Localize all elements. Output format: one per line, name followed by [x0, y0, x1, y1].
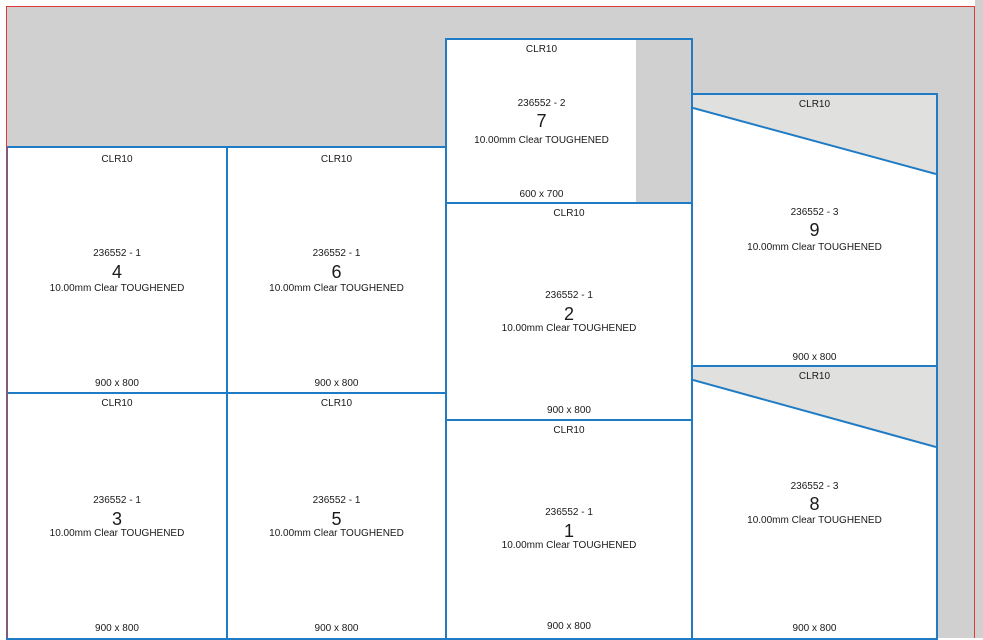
waste-strip-far-right: [975, 0, 983, 638]
pane-size: 900 x 800: [792, 352, 837, 363]
pane-code: CLR10: [553, 425, 585, 436]
pane-job-ref: 236552 - 1: [93, 495, 141, 506]
pane-size: 900 x 800: [95, 623, 139, 634]
pane-job-ref: 236552 - 1: [312, 495, 361, 506]
pane-description: 10.00mm Clear TOUGHENED: [501, 540, 637, 551]
pane-size: 900 x 800: [314, 623, 359, 634]
pane-code: CLR10: [798, 99, 831, 110]
pane-number: 6: [331, 262, 342, 282]
glass-pane-3[interactable]: [6, 392, 228, 640]
pane-job-ref: 236552 - 2: [517, 98, 566, 109]
pane-description: 10.00mm Clear TOUGHENED: [49, 283, 185, 294]
pane-description: 10.00mm Clear TOUGHENED: [269, 283, 404, 294]
glass-pane-2[interactable]: [445, 202, 693, 421]
pane-description: 10.00mm Clear TOUGHENED: [747, 515, 882, 526]
pane-description: 10.00mm Clear TOUGHENED: [269, 528, 404, 539]
glass-pane-6[interactable]: [226, 146, 447, 394]
glass-pane-4[interactable]: [6, 146, 228, 394]
pane-number: 9: [809, 220, 820, 240]
pane-number: 7: [536, 111, 547, 131]
pane-description: 10.00mm Clear TOUGHENED: [501, 323, 637, 334]
pane-code: CLR10: [798, 371, 831, 382]
pane-code: CLR10: [101, 398, 133, 409]
pane-description: 10.00mm Clear TOUGHENED: [747, 242, 882, 253]
pane-number: 1: [563, 521, 574, 541]
waste-area-top-left: [7, 7, 446, 148]
pane-job-ref: 236552 - 3: [790, 207, 839, 218]
pane-job-ref: 236552 - 1: [545, 290, 593, 301]
pane-number: 2: [563, 304, 574, 324]
waste-area-top-right: [692, 7, 937, 95]
pane-description: 10.00mm Clear TOUGHENED: [49, 528, 185, 539]
pane-job-ref: 236552 - 1: [93, 248, 141, 259]
waste-area-top-middle: [446, 7, 692, 40]
pane-number: 8: [809, 494, 820, 514]
pane-size: 900 x 800: [95, 378, 139, 389]
pane-size: 600 x 700: [519, 189, 564, 200]
glass-pane-7[interactable]: [445, 38, 693, 204]
pane-job-ref: 236552 - 1: [545, 507, 593, 518]
pane-size: 900 x 800: [792, 623, 837, 634]
waste-strip-right: [937, 7, 975, 638]
glass-pane-5[interactable]: [226, 392, 447, 640]
glass-pane-9[interactable]: [691, 93, 938, 367]
pane-code: CLR10: [320, 398, 353, 409]
pane-size: 900 x 800: [547, 405, 591, 416]
pane-code: CLR10: [525, 44, 558, 55]
pane-description: 10.00mm Clear TOUGHENED: [474, 135, 609, 146]
pane-job-ref: 236552 - 3: [790, 481, 839, 492]
glass-pane-1[interactable]: [445, 419, 693, 640]
pane-code: CLR10: [320, 154, 353, 165]
pane-size: 900 x 800: [314, 378, 359, 389]
pane-number: 3: [111, 509, 122, 529]
pane-size: 900 x 800: [547, 621, 591, 632]
pane-number: 5: [331, 509, 342, 529]
pane-job-ref: 236552 - 1: [312, 248, 361, 259]
pane-number: 4: [111, 262, 122, 282]
pane-code: CLR10: [101, 154, 133, 165]
glass-pane-8[interactable]: [691, 365, 938, 640]
pane-code: CLR10: [553, 208, 585, 219]
